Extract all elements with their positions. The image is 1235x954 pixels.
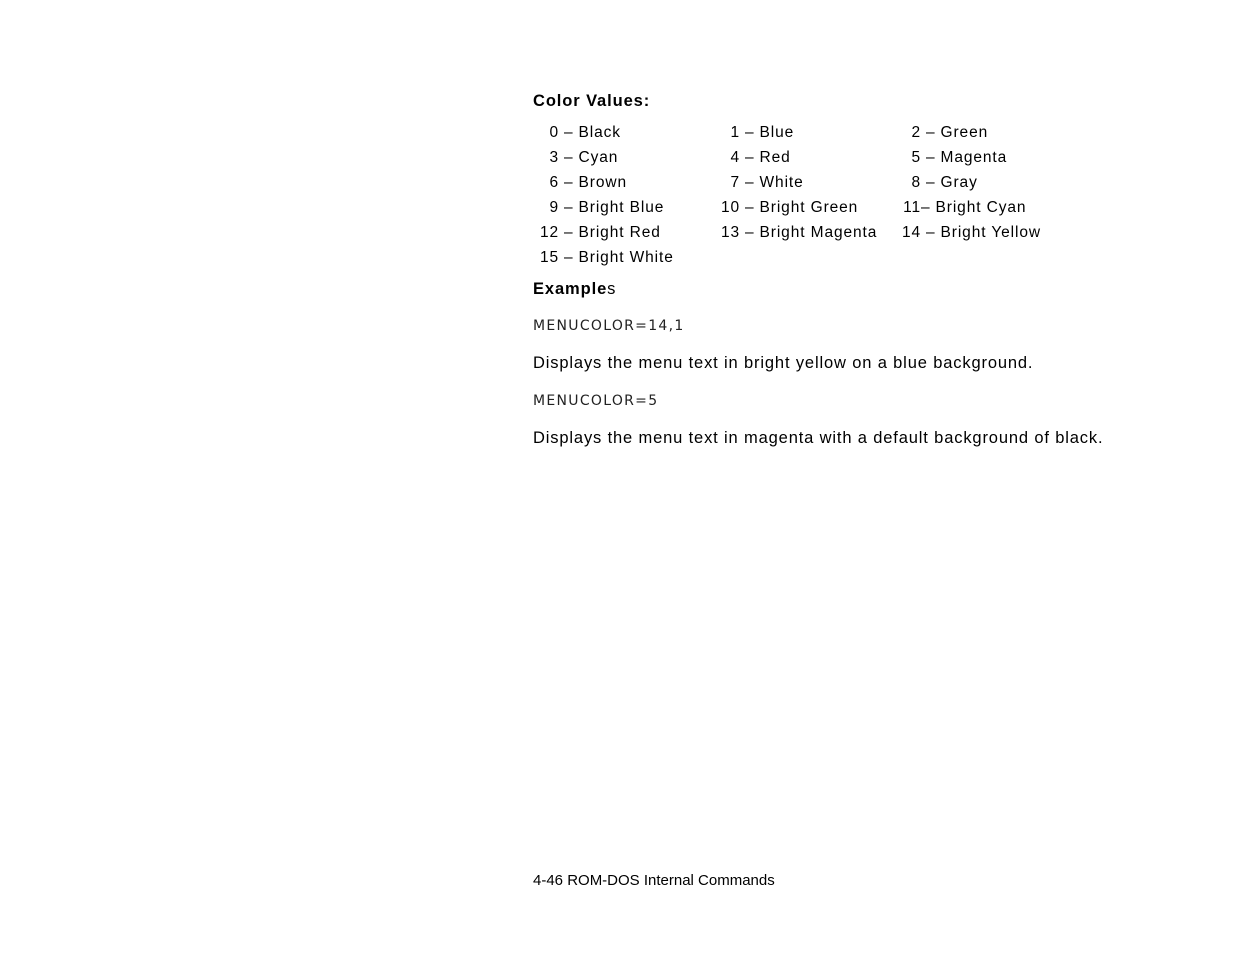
color-name: Bright Green (759, 199, 859, 216)
color-separator: – (745, 224, 755, 241)
color-number: 10 (720, 199, 740, 216)
examples-heading-bold: Example (533, 280, 608, 298)
example-description: Displays the menu text in magenta with a default background of black. (533, 429, 1104, 447)
color-name: Brown (578, 174, 627, 191)
color-separator: – (926, 224, 936, 241)
example-description: Displays the menu text in bright yellow on a blue background. (533, 354, 1034, 372)
color-separator: – (564, 124, 574, 141)
color-name: Bright Blue (578, 199, 665, 216)
color-row (533, 172, 1093, 197)
color-name: Green (940, 124, 989, 141)
color-row (533, 247, 1093, 272)
color-number: 14 (901, 224, 921, 241)
color-row (533, 122, 1093, 147)
color-number: 15 (539, 249, 559, 266)
color-number: 5 (911, 149, 921, 166)
example-command: MENUCOLOR=14,1 (533, 318, 685, 334)
color-separator: – (564, 249, 574, 266)
document-page (533, 0, 1223, 954)
color-number: 2 (911, 124, 921, 141)
color-name: Red (759, 149, 791, 166)
color-entry (533, 247, 674, 269)
color-entry (714, 172, 804, 194)
color-number: 8 (911, 174, 921, 191)
color-row (533, 147, 1093, 172)
color-separator: – (745, 174, 755, 191)
color-name: Black (578, 124, 621, 141)
color-entry (533, 197, 664, 219)
color-name: Magenta (940, 149, 1008, 166)
color-entry (533, 222, 661, 244)
color-entry (895, 222, 1041, 244)
color-entry (714, 122, 794, 144)
color-separator: – (564, 149, 574, 166)
color-entry (895, 147, 1007, 169)
color-row (533, 197, 1093, 222)
color-entry (714, 197, 858, 219)
examples-heading-suffix: s (607, 280, 617, 298)
example-command: MENUCOLOR=5 (533, 393, 659, 409)
color-number: 0 (549, 124, 559, 141)
color-entry (895, 122, 988, 144)
color-name: Bright Cyan (935, 199, 1027, 216)
color-number: 6 (549, 174, 559, 191)
examples-heading (533, 280, 616, 299)
color-number: 3 (549, 149, 559, 166)
color-entry (533, 122, 621, 144)
color-name: White (759, 174, 804, 191)
color-values-heading: Color Values: (533, 92, 651, 110)
color-entry (895, 172, 978, 194)
color-name: Bright Yellow (940, 224, 1041, 241)
color-separator: – (564, 199, 574, 216)
color-name: Gray (940, 174, 978, 191)
color-number: 11 (903, 199, 921, 216)
color-number: 4 (730, 149, 740, 166)
color-number: 13 (720, 224, 740, 241)
color-number: 9 (549, 199, 559, 216)
color-name: Cyan (578, 149, 619, 166)
color-separator: – (745, 199, 755, 216)
color-entry (895, 197, 1026, 219)
color-name: Blue (759, 124, 795, 141)
color-values-table (533, 122, 1093, 272)
color-separator: – (745, 149, 755, 166)
color-separator: – (564, 224, 574, 241)
color-entry (714, 147, 791, 169)
color-number: 12 (539, 224, 559, 241)
color-name: Bright Magenta (759, 224, 878, 241)
color-separator: – (926, 124, 936, 141)
color-separator: – (921, 199, 931, 216)
color-name: Bright White (578, 249, 674, 266)
color-name: Bright Red (578, 224, 661, 241)
color-row (533, 222, 1093, 247)
color-separator: – (745, 124, 755, 141)
color-number: 7 (730, 174, 740, 191)
color-number: 1 (730, 124, 740, 141)
color-separator: – (926, 149, 936, 166)
color-entry (533, 147, 618, 169)
page-footer: 4-46 ROM-DOS Internal Commands (533, 872, 775, 889)
color-entry (714, 222, 877, 244)
color-separator: – (564, 174, 574, 191)
color-entry (533, 172, 627, 194)
color-separator: – (926, 174, 936, 191)
